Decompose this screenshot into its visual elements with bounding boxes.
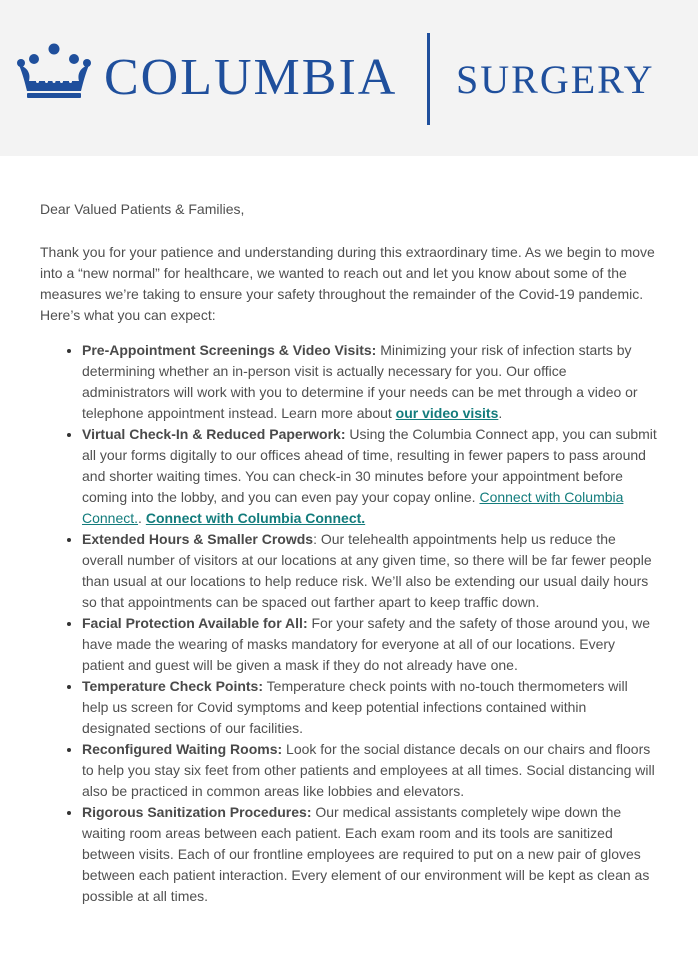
letter-body bbox=[0, 199, 698, 907]
item-title: Facial Protection Available for All: bbox=[82, 615, 308, 631]
item-title: Temperature Check Points: bbox=[82, 678, 264, 694]
email-header bbox=[0, 0, 698, 156]
item-text: Our medical assistants completely wipe down the waiting room areas between each patient. Each exam room and its tools are sanitized between visits. Each of our frontline employees are required to put on a new pair of gloves between each patient interaction. Every element of our environment will be kept as clean as possible at all times. bbox=[82, 804, 650, 904]
list-item bbox=[82, 802, 658, 907]
item-title: Reconfigured Waiting Rooms: bbox=[82, 741, 283, 757]
brand-name: COLUMBIA bbox=[104, 49, 398, 106]
greeting: Dear Valued Patients & Families, bbox=[40, 201, 245, 217]
list-item bbox=[82, 676, 658, 739]
list-item bbox=[82, 613, 658, 676]
item-text: Using the Columbia Connect app, you can submit all your forms digitally to our offices ahead of time, resulting in fewer papers to pass around and shorter waiting times. You can check-in 30 minutes before your appointment before coming into the lobby, and you can even pay your copay online. bbox=[82, 426, 657, 505]
item-text: Look for the social distance decals on our chairs and floors to help you stay six feet from other patients and employees at all times. Social distancing will also be practiced in common areas like lobbies and elevators. bbox=[82, 741, 655, 799]
video-visits-link[interactable]: our video visits bbox=[395, 405, 499, 421]
department-name: SURGERY bbox=[456, 57, 655, 102]
columbia-connect-link[interactable]: Connect with Columbia Connect. bbox=[82, 489, 624, 526]
crown-icon bbox=[17, 43, 91, 104]
item-text-end: . bbox=[498, 405, 503, 421]
item-text: For your safety and the safety of those around you, we have made the wearing of masks mandatory for everyone at all of our locations. Every patient and guest will be given a mask if they do not already have one. bbox=[82, 615, 651, 673]
list-item bbox=[82, 529, 658, 613]
safety-measures-list bbox=[40, 340, 658, 907]
item-title: Extended Hours & Smaller Crowds bbox=[82, 531, 314, 547]
item-title: Pre-Appointment Screenings & Video Visits: bbox=[82, 342, 377, 358]
list-item bbox=[82, 424, 658, 529]
list-item bbox=[82, 739, 658, 802]
columbia-connect-link-bold[interactable]: Connect with Columbia Connect. bbox=[145, 510, 366, 526]
item-title: Rigorous Sanitization Procedures: bbox=[82, 804, 312, 820]
item-text: : Our telehealth appointments help us reduce the overall number of visitors at our locations at any given time, so there will be far fewer people than usual at our locations to help reduce risk. We’ll also be extending our usual daily hours so that appointments can be spaced out farther apart to keep traffic down. bbox=[82, 531, 652, 610]
item-text: Temperature check points with no-touch thermometers will help us screen for Covid symptoms and keep potential infections contained within designated sections of our facilities. bbox=[82, 678, 628, 736]
item-title: Virtual Check-In & Reduced Paperwork: bbox=[82, 426, 346, 442]
list-item bbox=[82, 340, 658, 424]
link-separator: . bbox=[138, 510, 146, 526]
brand-divider bbox=[427, 33, 430, 125]
item-text: Minimizing your risk of infection starts by determining whether an in-person visit is actually necessary for you. Our office administrators will work with you to determine if your needs can be met through a video or telephone appointment instead. Learn more about bbox=[82, 342, 638, 421]
intro-paragraph: Thank you for your patience and understanding during this extraordinary time. As we begin to move into a “new normal” for healthcare, we wanted to reach out and let you know about some of the measures we’re taking to ensure your safety throughout the remainder of the Covid-19 pandemic. Here’s what you can expect: bbox=[40, 244, 655, 323]
